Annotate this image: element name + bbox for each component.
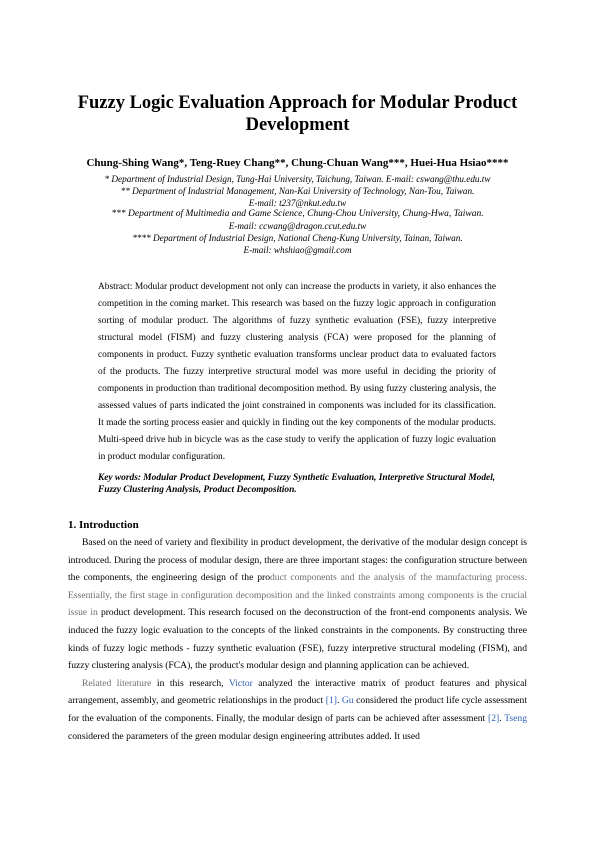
text-run: analyzed the interactive matrix of product features and physical arrangement, assembly, and geometric relationships in the product	[68, 677, 527, 707]
paragraph	[68, 534, 527, 675]
abstract	[98, 279, 496, 466]
section-heading: 1. Introduction	[68, 519, 139, 531]
paragraph	[68, 675, 527, 745]
affiliations	[40, 174, 555, 257]
affiliation-email: E-mail: ccwang@dragon.ccut.edu.tw	[228, 221, 367, 232]
text-run: considered the product life cycle assessment for the evaluation of the components. Finally, the modular design of parts can be achieved after assessment	[68, 695, 527, 724]
citation-link[interactable]: [2]	[488, 712, 500, 724]
text-run: Related literature	[82, 677, 152, 689]
keywords: Key words: Modular Product Development, Fuzzy Synthetic Evaluation, Interpretive Structural Model, Fuzzy Clustering Analysis, Product Decomposition.	[98, 473, 496, 495]
affiliation-line: ** Department of Industrial Management, Nan-Kai University of Technology, Nan-Tou, Taiwan.	[120, 185, 475, 196]
paper-title: Fuzzy Logic Evaluation Approach for Modular Product Development	[77, 93, 518, 135]
section-body	[68, 534, 527, 745]
affiliation-email: E-mail: t237@nkut.edu.tw	[248, 197, 347, 208]
text-run: Based on the need of variety and flexibility in product development, the derivative of the modular design concept is introduced. During the process of modular design, there are three important stages: the configuration structure between the components, the engineering design of the pro	[68, 537, 527, 584]
text-run: .	[499, 712, 505, 724]
text-run: in this research,	[151, 677, 229, 689]
text-run: product development. This research focused on the deconstruction of the front-end components analysis. We induced the fuzzy logic evaluation to the concepts of the linked constraints in the components. By constructing three kinds of fuzzy logic methods - fuzzy synthetic evaluation (FSE), fuzzy interpretive structural modeling (FISM), and fuzzy clustering analysis (FCA), the product's modular design and planning application can be achieved.	[68, 607, 527, 672]
affiliation-line: * Department of Industrial Design, Tung-Hai University, Taichung, Taiwan. E-mail: cswang@thu.edu.tw	[104, 174, 491, 184]
text-run: .	[336, 695, 342, 707]
author-list: Chung-Shing Wang*, Teng-Ruey Chang**, Chung-Chuan Wang***, Huei-Hua Hsiao****	[86, 157, 509, 169]
text-run: duct components and the analysis of the manufacturing process. Essentially, the first stage in configuration decomposition and the linked constraints among components is the crucial issue in	[68, 572, 527, 619]
author-link[interactable]: Tseng	[504, 712, 527, 724]
citation-link[interactable]: [1]	[325, 695, 337, 707]
author-link[interactable]: Victor	[228, 677, 253, 689]
affiliation-line: **** Department of Industrial Design, National Cheng-Kung University, Tainan, Taiwan.	[132, 232, 463, 243]
text-run: considered the parameters of the green modular design engineering attributes added. It used	[68, 730, 420, 742]
abstract-text: Abstract: Modular product development not only can increase the products in variety, it also enhances the competition in the coming market. This research was based on the fuzzy logic approach in configuration sorting of modular product. The algorithms of fuzzy synthetic evaluation (FSE), fuzzy interpretive structural model (FISM) and fuzzy clustering analysis (FCA) were proposed for the planning of components in product. Fuzzy synthetic evaluation transforms unclear product data to evaluated factors of the products. The fuzzy interpretive structural model was more useful in deciding the priority of components in production than traditional decomposition method. By using fuzzy clustering analysis, the assessed values of parts indicated the joint constrained in components was included for its classification. It made the sorting process easier and quickly in finding out the key components of the modular products. Multi-speed drive hub in bicycle was as the case study to verify the application of fuzzy logic evaluation in product modular configuration.	[98, 282, 496, 462]
author-link[interactable]: Gu	[341, 695, 354, 707]
affiliation-email: E-mail: whshiao@gmail.com	[243, 244, 352, 255]
affiliation-line: *** Department of Multimedia and Game Science, Chung-Chou University, Chung-Hwa, Taiwan.	[111, 209, 484, 220]
